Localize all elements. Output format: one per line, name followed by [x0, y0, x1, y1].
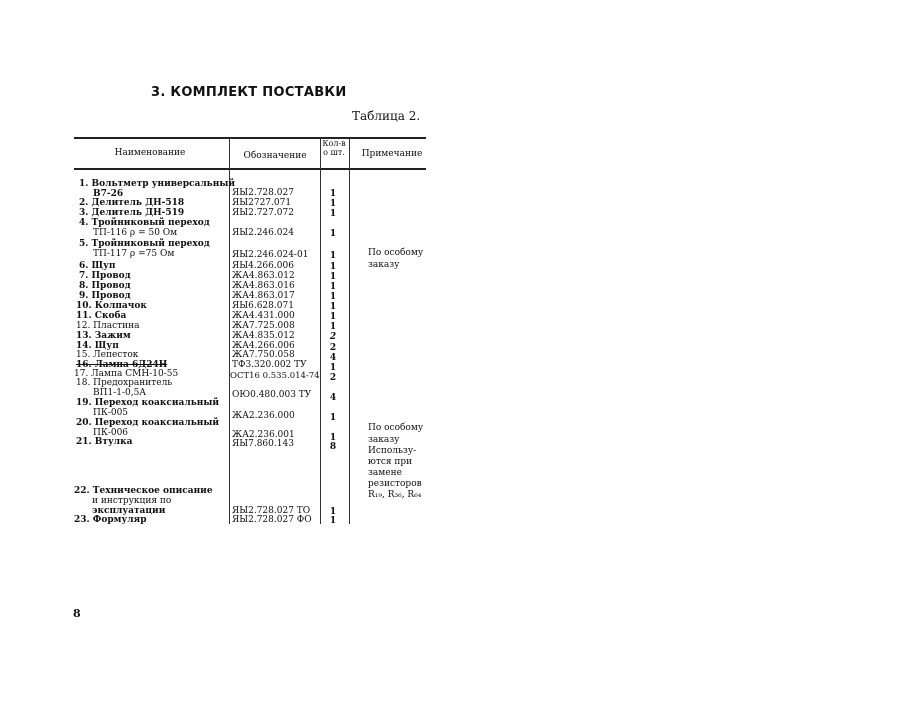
row-10-name: 10. Колпачок: [76, 301, 147, 311]
row-19-name-cont: ПК-005: [93, 408, 129, 418]
row-14-name: 14. Щуп: [76, 341, 119, 351]
row-6-name: 6. Щуп: [79, 261, 116, 271]
row-3-designation: ЯЫ2.727.072: [232, 208, 294, 218]
row-7-designation: ЖА4.863.012: [232, 271, 295, 281]
row-11-designation: ЖА4.431.000: [232, 311, 295, 321]
row-15-name: 15. Лепесток: [76, 350, 139, 360]
row-13-designation: ЖА4.835.012: [232, 331, 295, 341]
table-top-rule: [74, 137, 426, 139]
note-2-line-5: замене: [368, 468, 402, 478]
row-14-designation: ЖА4.266.006: [232, 341, 295, 351]
row-19-name: 19. Переход коаксиальный: [76, 398, 220, 408]
row-20-designation: ЖА2.236.001: [232, 430, 295, 440]
column-divider-1: [229, 138, 230, 524]
row-20-name-cont: ПК-006: [93, 428, 129, 438]
row-23-designation: ЯЫ2.728.027 ФО: [232, 515, 312, 525]
row-22-qty: 1: [329, 507, 337, 517]
row-22-designation: ЯЫ2.728.027 ТО: [232, 506, 311, 516]
row-22-name-cont: и инструкция по: [92, 496, 172, 506]
row-21-qty: 8: [329, 442, 337, 452]
row-10-designation: ЯЫ6.628.071: [232, 301, 294, 311]
row-16-qty: 1: [329, 363, 337, 373]
row-10-qty: 1: [329, 302, 337, 312]
row-4-name: 4. Тройниковый переход: [79, 218, 210, 228]
row-18-name-cont: ВП1-1-0,5А: [93, 388, 147, 398]
row-19-qty: 1: [329, 413, 337, 423]
row-21-name: 21. Втулка: [76, 437, 133, 447]
row-7-name: 7. Провод: [79, 271, 131, 281]
column-divider-3: [349, 138, 350, 524]
row-2-designation: ЯЫ2727.071: [232, 198, 292, 208]
row-6-designation: ЯЫ4.266.006: [232, 261, 294, 271]
note-2-line-1: По особому: [368, 423, 424, 433]
row-5-qty: 1: [329, 251, 337, 261]
row-6-qty: 1: [329, 262, 337, 272]
row-23-name: 23. Формуляр: [74, 515, 147, 525]
row-2-name: 2. Делитель ДН-518: [79, 198, 185, 208]
row-17-qty: 2: [329, 373, 337, 383]
row-17-name: 17. Лампа СМН-10-55: [74, 369, 179, 379]
row-13-name: 13. Зажим: [76, 331, 131, 341]
note-2-line-2: заказу: [368, 435, 400, 445]
row-18-qty: 4: [329, 393, 337, 403]
row-9-qty: 1: [329, 292, 337, 302]
row-18-name: 18. Предохранитель: [76, 378, 173, 388]
section-title: 3. КОМПЛЕКТ ПОСТАВКИ: [151, 85, 347, 100]
row-3-qty: 1: [329, 209, 337, 219]
row-7-qty: 1: [329, 272, 337, 282]
header-name: Наименование: [114, 148, 186, 158]
row-3-name: 3. Делитель ДН-519: [79, 208, 185, 218]
row-5-name-cont: ТП-117 ρ =75 Ом: [93, 249, 175, 259]
row-20-name: 20. Переход коаксиальный: [76, 418, 220, 428]
row-14-qty: 2: [329, 343, 337, 353]
row-5-designation: ЯЫ2.246.024-01: [232, 250, 309, 260]
row-15-qty: 4: [329, 353, 337, 363]
row-12-name: 12. Пластина: [76, 321, 140, 331]
table-caption: Таблица 2.: [352, 109, 421, 123]
row-4-name-cont: ТП-116 ρ = 50 Ом: [93, 228, 178, 238]
note-2-line-3: Использу-: [368, 446, 417, 456]
row-20-qty: 1: [329, 433, 337, 443]
row-1-name: 1. Вольтметр универсальный: [79, 179, 236, 189]
row-1-designation: ЯЫ2.728.027: [232, 188, 294, 198]
header-qty: Кол-во шт.: [322, 139, 346, 157]
row-11-name: 11. Скоба: [76, 311, 127, 321]
row-11-qty: 1: [329, 312, 337, 322]
row-12-qty: 1: [329, 322, 337, 332]
note-2-line-6: резисторов: [368, 479, 422, 489]
row-2-qty: 1: [329, 199, 337, 209]
row-17-designation: ОСТ16 0.535.014-74: [230, 371, 320, 381]
row-22-name: 22. Техническое описание: [74, 486, 213, 496]
note-2-line-7: R₁₉, R₃₆, R₆₄: [368, 490, 422, 500]
header-designation: Обозначение: [243, 151, 307, 161]
row-4-qty: 1: [329, 229, 337, 239]
row-16-designation: ТФ3.320.002 ТУ: [232, 360, 307, 370]
row-9-designation: ЖА4.863.017: [232, 291, 295, 301]
row-1-name-cont: В7-26: [93, 189, 124, 199]
row-23-qty: 1: [329, 516, 337, 526]
row-16-name: 16. Лампа 6Д24Н: [76, 360, 168, 370]
row-9-name: 9. Провод: [79, 291, 131, 301]
row-8-name: 8. Провод: [79, 281, 131, 291]
row-12-designation: ЖА7.725.008: [232, 321, 295, 331]
page-number: 8: [73, 607, 81, 620]
column-divider-2: [320, 138, 321, 524]
row-15-designation: ЖА7.750.058: [232, 350, 295, 360]
row-18-designation: ОЮ0.480.003 ТУ: [232, 390, 312, 400]
note-2-line-4: ются при: [368, 457, 413, 467]
row-13-qty: 2: [329, 332, 337, 342]
header-note: Примечание: [361, 149, 423, 159]
row-4-designation: ЯЫ2.246.024: [232, 228, 294, 238]
note-1-line-2: заказу: [368, 260, 400, 270]
row-1-qty: 1: [329, 189, 337, 199]
row-22-name-cont2: эксплуатации: [92, 506, 166, 516]
row-5-name: 5. Тройниковый переход: [79, 239, 210, 249]
row-8-qty: 1: [329, 282, 337, 292]
note-1-line-1: По особому: [368, 248, 424, 258]
table-header-rule: [74, 168, 426, 170]
row-8-designation: ЖА4.863.016: [232, 281, 295, 291]
row-19-designation: ЖА2.236.000: [232, 411, 295, 421]
row-21-designation: ЯЫ7.860.143: [232, 439, 294, 449]
